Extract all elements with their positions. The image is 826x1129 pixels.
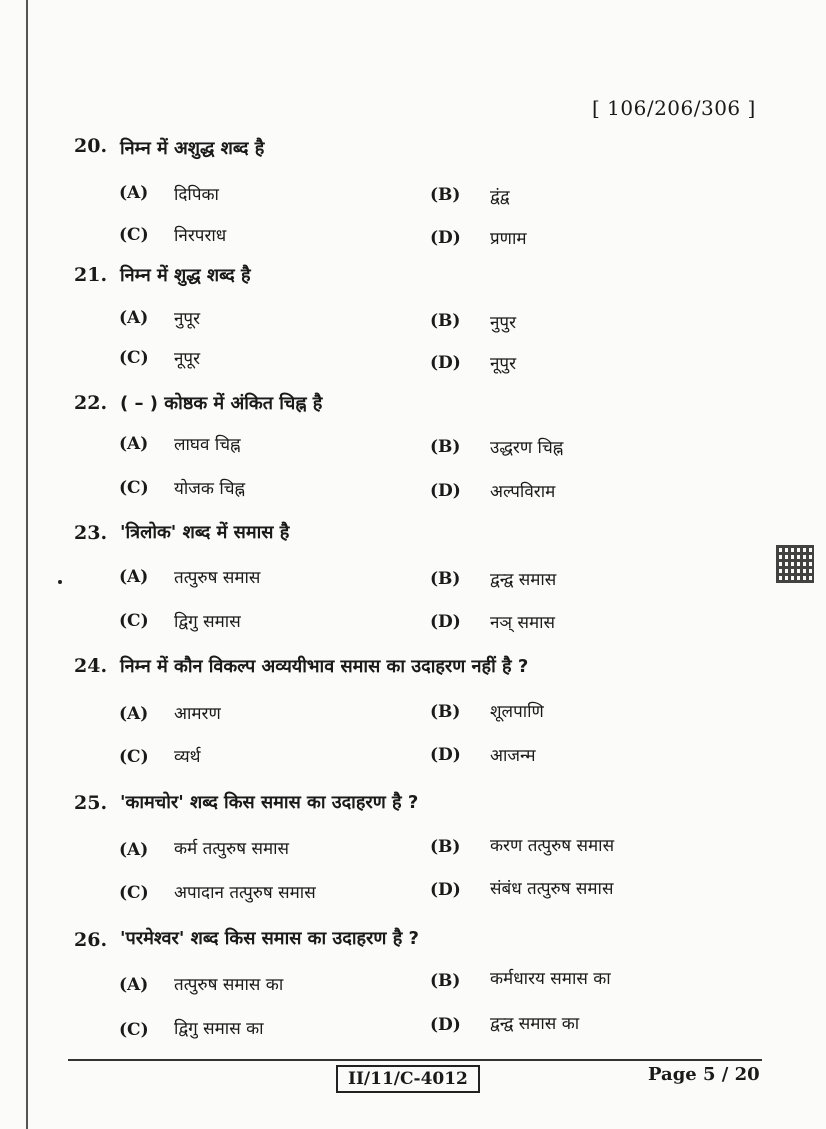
option-label: (A) — [119, 434, 149, 454]
option-label: (B) — [430, 971, 461, 991]
option-text: आजन्म — [490, 746, 536, 766]
option-text: व्यर्थ — [174, 747, 201, 767]
question-number: 25. — [74, 792, 108, 814]
option-text: उद्धरण चिह्न — [490, 438, 564, 458]
option-text: अपादान तत्पुरुष समास — [174, 883, 316, 903]
option-text: द्वंद्व — [490, 187, 510, 207]
option-label: (D) — [430, 1015, 461, 1035]
option-label: (A) — [119, 308, 149, 328]
option-text: तत्पुरुष समास का — [174, 975, 284, 995]
option-label: (C) — [119, 348, 149, 368]
option-label: (B) — [430, 569, 461, 589]
question-number: 21. — [74, 264, 108, 286]
option-text: नञ् समास — [490, 613, 556, 633]
paper-code: [ 106/206/306 ] — [592, 96, 756, 120]
option-label: (D) — [430, 745, 461, 765]
option-label: (A) — [119, 567, 149, 587]
option-text: नुपुर — [490, 313, 517, 333]
option-label: (C) — [119, 478, 149, 498]
option-label: (C) — [119, 747, 149, 767]
question-text: 'त्रिलोक' शब्द में समास है — [120, 522, 290, 543]
option-label: (D) — [430, 880, 461, 900]
question-number: 22. — [74, 392, 108, 414]
question-text: निम्न में कौन विकल्प अव्ययीभाव समास का उदाहरण नहीं है ? — [120, 656, 529, 677]
option-text: संबंध तत्पुरुष समास — [490, 879, 614, 899]
option-text: द्वन्द्व समास का — [490, 1014, 580, 1034]
option-label: (B) — [430, 702, 461, 722]
option-label: (D) — [430, 353, 461, 373]
option-text: नूपुर — [490, 354, 517, 374]
question-text: निम्न में शुद्ध शब्द है — [120, 265, 251, 286]
option-label: (A) — [119, 704, 149, 724]
option-label: (C) — [119, 1020, 149, 1040]
option-text: निरपराध — [174, 226, 227, 246]
option-text: कर्म तत्पुरुष समास — [174, 839, 290, 859]
option-label: (A) — [119, 840, 149, 860]
option-text: दिपिका — [174, 185, 219, 205]
question-text: ( – ) कोष्ठक में अंकित चिह्न है — [120, 393, 323, 414]
question-text: निम्न में अशुद्ध शब्द है — [120, 138, 265, 159]
option-text: प्रणाम — [490, 229, 527, 249]
option-label: (A) — [119, 183, 149, 203]
question-number: 24. — [74, 655, 108, 677]
question-number: 26. — [74, 929, 108, 951]
option-text: शूलपाणि — [490, 702, 544, 722]
option-label: (D) — [430, 228, 461, 248]
option-label: (B) — [430, 311, 461, 331]
option-text: कर्मधारय समास का — [490, 969, 611, 989]
option-label: (C) — [119, 883, 149, 903]
question-text: 'कामचोर' शब्द किस समास का उदाहरण है ? — [120, 792, 419, 813]
option-label: (B) — [430, 837, 461, 857]
option-label: (D) — [430, 481, 461, 501]
question-text: 'परमेश्वर' शब्द किस समास का उदाहरण है ? — [120, 928, 419, 949]
option-text: अल्पविराम — [490, 482, 556, 502]
option-label: (B) — [430, 437, 461, 457]
option-text: नुपूर — [174, 309, 201, 329]
margin-line — [26, 0, 28, 1129]
scan-speck — [58, 580, 62, 584]
question-number: 23. — [74, 522, 108, 544]
option-text: नूपूर — [174, 349, 201, 369]
option-label: (C) — [119, 611, 149, 631]
option-text: द्विगु समास — [174, 612, 241, 632]
option-label: (B) — [430, 185, 461, 205]
option-label: (A) — [119, 975, 149, 995]
option-label: (C) — [119, 225, 149, 245]
option-text: करण तत्पुरुष समास — [490, 836, 615, 856]
option-text: आमरण — [174, 704, 221, 724]
option-text: द्वन्द्व समास — [490, 570, 557, 590]
option-text: तत्पुरुष समास — [174, 568, 261, 588]
qr-code-icon — [776, 545, 814, 583]
booklet-code: II/11/C-4012 — [336, 1065, 480, 1093]
question-number: 20. — [74, 135, 108, 157]
option-text: द्विगु समास का — [174, 1019, 264, 1039]
option-label: (D) — [430, 612, 461, 632]
footer-rule — [68, 1059, 762, 1061]
option-text: लाघव चिह्न — [174, 435, 241, 455]
option-text: योजक चिह्न — [174, 479, 246, 499]
page-number: Page 5 / 20 — [648, 1064, 760, 1085]
